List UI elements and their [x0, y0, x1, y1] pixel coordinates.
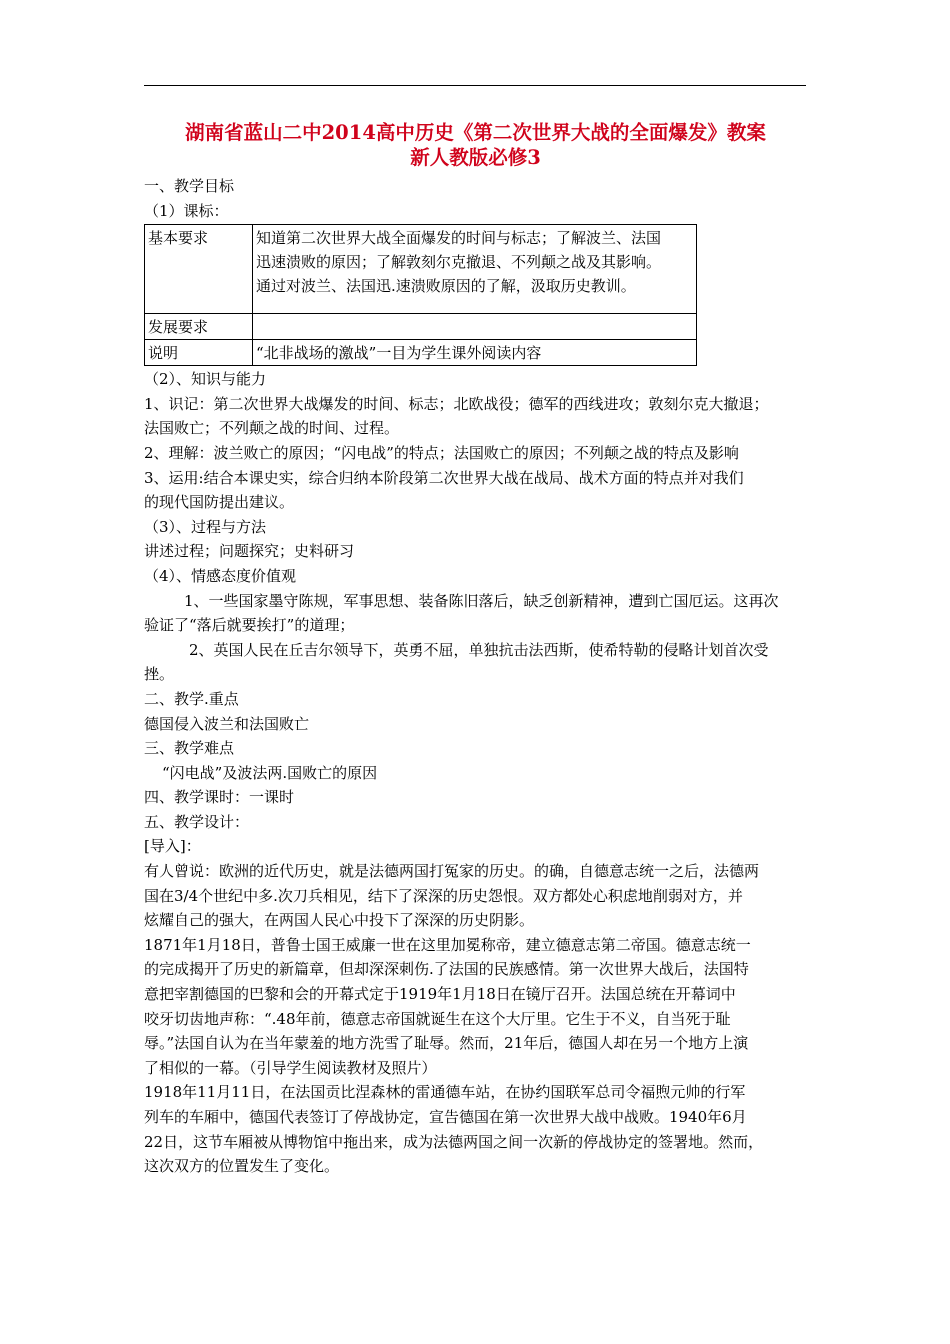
paragraph-line: 1871年1月18日，普鲁士国王威廉一世在这里加冕称帝，建立德意志第二帝国。德意志统一 — [144, 935, 751, 954]
title-line-1: 湖南省蓝山二中2014高中历史《第二次世界大战的全面爆发》教案 — [185, 121, 766, 144]
paragraph-line: 有人曾说：欧洲的近代历史，就是法德两国打冤家的历史。的确，自德意志统一之后，法德两 — [144, 862, 760, 881]
knowledge-line: 2、理解：波兰败亡的原因；“闪电战”的特点；法国败亡的原因；不列颠之战的特点及影响 — [144, 443, 739, 462]
subheading-process: （3）、过程与方法 — [144, 517, 267, 536]
intro-label: [导入]： — [144, 837, 201, 856]
header-rule — [144, 85, 806, 86]
table-cell-key: 说明 — [145, 340, 253, 366]
section-heading-hours: 四、教学课时：一课时 — [144, 788, 295, 807]
section-heading-design: 五、教学设计： — [144, 812, 250, 831]
knowledge-line: 法国败亡；不列颠之战的时间、过程。 — [144, 419, 400, 438]
cell-line: 迅速溃败的原因；了解敦刻尔克撤退、不列颠之战及其影响。 — [256, 253, 662, 272]
table-cell-key: 发展要求 — [145, 314, 253, 340]
section-heading-difficulties: 三、教学难点 — [144, 739, 235, 758]
key-points-content: 德国侵入波兰和法国败亡 — [144, 714, 310, 733]
difficulties-content: “闪电战”及波法两.国败亡的原因 — [162, 763, 378, 782]
table-cell-value — [253, 225, 697, 314]
paragraph-line: 这次双方的位置发生了变化。 — [144, 1157, 340, 1176]
title-line-2: 新人教版必修3 — [410, 146, 541, 169]
paragraph-line: 辱。”法国自认为在当年蒙羞的地方洗雪了耻辱。然而，21年后，德国人却在另一个地方上演 — [144, 1034, 749, 1053]
subheading-knowledge: （2）、知识与能力 — [144, 370, 267, 389]
values-line: 验证了“落后就要挨打”的道理； — [144, 616, 355, 635]
table-row — [145, 314, 697, 340]
paragraph-line: 了相似的一幕。（引导学生阅读教材及照片） — [144, 1058, 437, 1077]
knowledge-line: 3、运用:结合本课史实，综合归纳本阶段第二次世界大战在战局、战术方面的特点并对我们 — [144, 468, 744, 487]
table-cell-key: 基本要求 — [145, 225, 253, 314]
knowledge-line: 1、识记：第二次世界大战爆发的时间、标志；北欧战役；德军的西线进攻；敦刻尔克大撤退； — [144, 394, 769, 413]
document-title — [140, 120, 811, 170]
table-cell-value: “北非战场的激战”一目为学生课外阅读内容 — [253, 340, 697, 366]
curriculum-table — [144, 224, 697, 366]
section-heading-key-points: 二、教学.重点 — [144, 689, 239, 708]
paragraph-line: 意把宰割德国的巴黎和会的开幕式定于1919年1月18日在镜厅召开。法国总统在开幕词中 — [144, 985, 736, 1004]
table-row — [145, 340, 697, 366]
subheading-curriculum: （1）课标： — [144, 201, 229, 220]
values-line: 挫。 — [144, 665, 175, 684]
subheading-values: （4）、情感态度价值观 — [144, 566, 297, 585]
table-cell-value — [253, 314, 697, 340]
table-row — [145, 225, 697, 314]
paragraph-line: 炫耀自己的强大，在两国人民心中投下了深深的历史阴影。 — [144, 911, 535, 930]
knowledge-line: 的现代国防提出建议。 — [144, 493, 295, 512]
paragraph-line: 的完成揭开了历史的新篇章，但却深深刺伤.了法国的民族感情。第一次世界大战后，法国特 — [144, 960, 749, 979]
section-heading-objectives: 一、教学目标 — [144, 177, 235, 195]
document-page — [144, 120, 807, 1179]
cell-line: 知道第二次世界大战全面爆发的时间与标志；了解波兰、法国 — [256, 229, 662, 248]
paragraph-line: 22日，这节车厢被从博物馆中拖出来，成为法德两国之间一次新的停战协定的签署地。然而， — [144, 1132, 764, 1151]
cell-line: 通过对波兰、法国迅.速溃败原因的了解，汲取历史教训。 — [256, 277, 636, 296]
paragraph-line: 国在3/4个世纪中多.次刀兵相见，结下了深深的历史怨恨。双方都处心积虑地削弱对方，并 — [144, 886, 743, 905]
values-line: 2、英国人民在丘吉尔领导下，英勇不屈，单独抗击法西斯，使希特勒的侵略计划首次受 — [189, 640, 769, 659]
paragraph-line: 列车的车厢中，德国代表签订了停战协定，宣告德国在第一次世界大战中战败。1940年6月 — [144, 1108, 747, 1126]
process-line: 讲述过程；问题探究；史料研习 — [144, 542, 355, 561]
paragraph-line: 咬牙切齿地声称：“.48年前，德意志帝国就诞生在这个大厅里。它生于不义，自当死于耻 — [144, 1009, 731, 1028]
values-line: 1、一些国家墨守陈规，军事思想、装备陈旧落后，缺乏创新精神，遭到亡国厄运。这再次 — [184, 591, 779, 610]
paragraph-line: 1918年11月11日，在法国贡比涅森林的雷通德车站，在协约国联军总司令福煦元帅的行军 — [144, 1083, 746, 1102]
